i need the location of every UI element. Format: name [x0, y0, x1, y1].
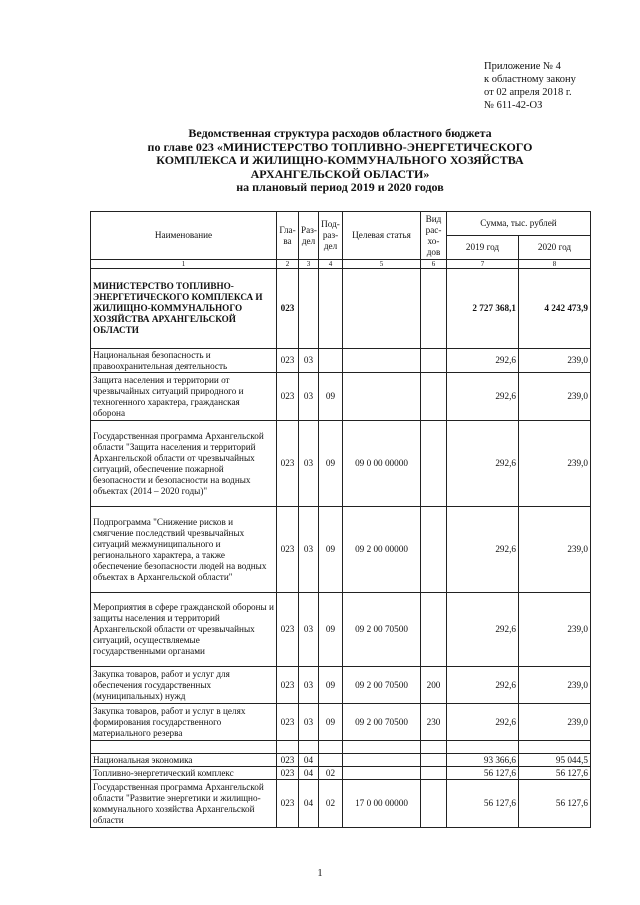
table-row: [91, 780, 591, 828]
cell-2020: 239,0: [519, 593, 591, 667]
cell-expense-type: [421, 767, 447, 780]
column-index: 8: [519, 260, 591, 269]
cell-name: Подпрограмма "Снижение рисков и смягчение последствий чрезвычайных ситуаций межмуниципального и регионального характера, а также обеспечение безопасности людей на водных объектах в Архангельской области": [91, 507, 277, 593]
cell-2020: 56 127,6: [519, 767, 591, 780]
cell-section: 03: [299, 667, 319, 704]
cell-chapter: 023: [277, 667, 299, 704]
cell-section: 03: [299, 421, 319, 507]
cell-expense-type: [421, 373, 447, 421]
cell-2020: 56 127,6: [519, 780, 591, 828]
table-row: [91, 269, 591, 349]
cell-subsection: 09: [319, 704, 343, 741]
table-row: [91, 593, 591, 667]
cell-expense-type: [421, 269, 447, 349]
cell-name: Защита населения и территории от чрезвычайных ситуаций природного и техногенного характера, гражданская оборона: [91, 373, 277, 421]
cell-target: 09 0 00 00000: [343, 421, 421, 507]
cell-2020: 4 242 473,9: [519, 269, 591, 349]
document-title: [80, 127, 600, 195]
table-row: [91, 767, 591, 780]
cell-chapter: 023: [277, 593, 299, 667]
appendix-line: Приложение № 4: [484, 61, 561, 72]
cell-name: Государственная программа Архангельской области "Развитие энергетики и жилищно-коммунального хозяйства Архангельской области: [91, 780, 277, 828]
cell-2019: 93 366,6: [447, 754, 519, 767]
cell-2019: 292,6: [447, 704, 519, 741]
cell-subsection: [319, 754, 343, 767]
cell-target: 09 2 00 70500: [343, 704, 421, 741]
cell-chapter: 023: [277, 767, 299, 780]
table-row: [91, 373, 591, 421]
cell-section: 03: [299, 373, 319, 421]
cell-subsection: 02: [319, 780, 343, 828]
appendix-note: [484, 60, 576, 112]
cell-name: Национальная экономика: [91, 754, 277, 767]
cell-expense-type: [421, 754, 447, 767]
table-row: [91, 421, 591, 507]
cell-section: 04: [299, 767, 319, 780]
cell-section: 04: [299, 754, 319, 767]
cell-chapter: 023: [277, 269, 299, 349]
cell-expense-type: [421, 507, 447, 593]
cell-target: [343, 754, 421, 767]
column-index: 1: [91, 260, 277, 269]
budget-table: [90, 211, 591, 828]
cell-target: 17 0 00 00000: [343, 780, 421, 828]
cell-section: 03: [299, 349, 319, 373]
appendix-line: от 02 апреля 2018 г.: [484, 87, 572, 98]
cell-2020: 239,0: [519, 704, 591, 741]
appendix-line: № 611-42-ОЗ: [484, 100, 543, 111]
column-index: 2: [277, 260, 299, 269]
cell-2020: 239,0: [519, 421, 591, 507]
cell-name: Закупка товаров, работ и услуг в целях формирования государственного материального резерва: [91, 704, 277, 741]
cell-subsection: [319, 269, 343, 349]
column-index: 7: [447, 260, 519, 269]
column-index: 4: [319, 260, 343, 269]
cell-2019: 292,6: [447, 373, 519, 421]
cell-subsection: 09: [319, 593, 343, 667]
appendix-line: к областному закону: [484, 74, 576, 85]
cell-target: [343, 767, 421, 780]
title-line: по главе 023 «МИНИСТЕРСТВО ТОПЛИВНО-ЭНЕРГЕТИЧЕСКОГО: [147, 139, 533, 154]
cell-2019: 292,6: [447, 593, 519, 667]
cell-name: Закупка товаров, работ и услуг для обеспечения государственных (муниципальных) нужд: [91, 667, 277, 704]
cell-target: 09 2 00 70500: [343, 593, 421, 667]
cell-target: 09 2 00 00000: [343, 507, 421, 593]
table-row: [91, 507, 591, 593]
header-2020: 2020 год: [519, 236, 591, 260]
title-line: на плановый период 2019 и 2020 годов: [236, 180, 444, 194]
cell-subsection: 09: [319, 507, 343, 593]
header-sum: Сумма, тыс. рублей: [447, 212, 591, 236]
cell-2019: 292,6: [447, 507, 519, 593]
column-index: 5: [343, 260, 421, 269]
cell-expense-type: [421, 421, 447, 507]
cell-chapter: 023: [277, 754, 299, 767]
header-chapter: Гла-ва: [277, 212, 299, 260]
page-number: 1: [317, 868, 323, 879]
cell-section: [299, 269, 319, 349]
cell-2020: 239,0: [519, 507, 591, 593]
cell-chapter: 023: [277, 421, 299, 507]
cell-target: 09 2 00 70500: [343, 667, 421, 704]
header-target: Целевая статья: [343, 212, 421, 260]
cell-name: Топливно-энергетический комплекс: [91, 767, 277, 780]
cell-target: [343, 373, 421, 421]
table-row: [91, 754, 591, 767]
column-index-row: [91, 260, 591, 269]
cell-section: 03: [299, 593, 319, 667]
empty-row: [91, 741, 591, 754]
header-name: Наименование: [91, 212, 277, 260]
cell-2020: 239,0: [519, 373, 591, 421]
cell-chapter: 023: [277, 704, 299, 741]
cell-2019: 292,6: [447, 349, 519, 373]
cell-subsection: 09: [319, 421, 343, 507]
cell-chapter: 023: [277, 349, 299, 373]
title-line: КОМПЛЕКСА И ЖИЛИЩНО-КОММУНАЛЬНОГО ХОЗЯЙСТВА: [156, 153, 524, 167]
cell-expense-type: [421, 349, 447, 373]
cell-expense-type: [421, 780, 447, 828]
cell-subsection: 09: [319, 667, 343, 704]
cell-chapter: 023: [277, 507, 299, 593]
header-subsection: Под-раз-дел: [319, 212, 343, 260]
cell-subsection: [319, 349, 343, 373]
cell-target: [343, 349, 421, 373]
cell-2019: 292,6: [447, 667, 519, 704]
cell-2020: 95 044,5: [519, 754, 591, 767]
cell-2019: 2 727 368,1: [447, 269, 519, 349]
cell-name: Национальная безопасность и правоохранительная деятельность: [91, 349, 277, 373]
column-index: 6: [421, 260, 447, 269]
cell-subsection: 02: [319, 767, 343, 780]
title-line: Ведомственная структура расходов областного бюджета: [188, 126, 492, 140]
cell-target: [343, 269, 421, 349]
column-index: 3: [299, 260, 319, 269]
cell-expense-type: 200: [421, 667, 447, 704]
cell-2019: 56 127,6: [447, 767, 519, 780]
cell-name: МИНИСТЕРСТВО ТОПЛИВНО-ЭНЕРГЕТИЧЕСКОГО КОМПЛЕКСА И ЖИЛИЩНО-КОММУНАЛЬНОГО ХОЗЯЙСТВА АРХАНГЕЛЬСКОЙ ОБЛАСТИ: [91, 269, 277, 349]
cell-expense-type: [421, 593, 447, 667]
table-row: [91, 704, 591, 741]
cell-name: Мероприятия в сфере гражданской обороны и защиты населения и территорий Архангельской области от чрезвычайных ситуаций, осуществляемые государственными органами: [91, 593, 277, 667]
cell-section: 03: [299, 704, 319, 741]
header-2019: 2019 год: [447, 236, 519, 260]
title-line: АРХАНГЕЛЬСКОЙ ОБЛАСТИ»: [250, 166, 430, 181]
cell-2020: 239,0: [519, 667, 591, 704]
table-row: [91, 349, 591, 373]
table-row: [91, 667, 591, 704]
header-expense-type: Вид рас-хо-дов: [421, 212, 447, 260]
cell-name: Государственная программа Архангельской области "Защита населения и территорий Архангельской области от чрезвычайных ситуаций, обеспечение пожарной безопасности и безопасности на водных объектах (2014 – 2020 годы)": [91, 421, 277, 507]
cell-subsection: 09: [319, 373, 343, 421]
cell-2019: 56 127,6: [447, 780, 519, 828]
cell-section: 03: [299, 507, 319, 593]
cell-2019: 292,6: [447, 421, 519, 507]
cell-chapter: 023: [277, 780, 299, 828]
cell-2020: 239,0: [519, 349, 591, 373]
cell-section: 04: [299, 780, 319, 828]
cell-chapter: 023: [277, 373, 299, 421]
header-section: Раз-дел: [299, 212, 319, 260]
cell-expense-type: 230: [421, 704, 447, 741]
